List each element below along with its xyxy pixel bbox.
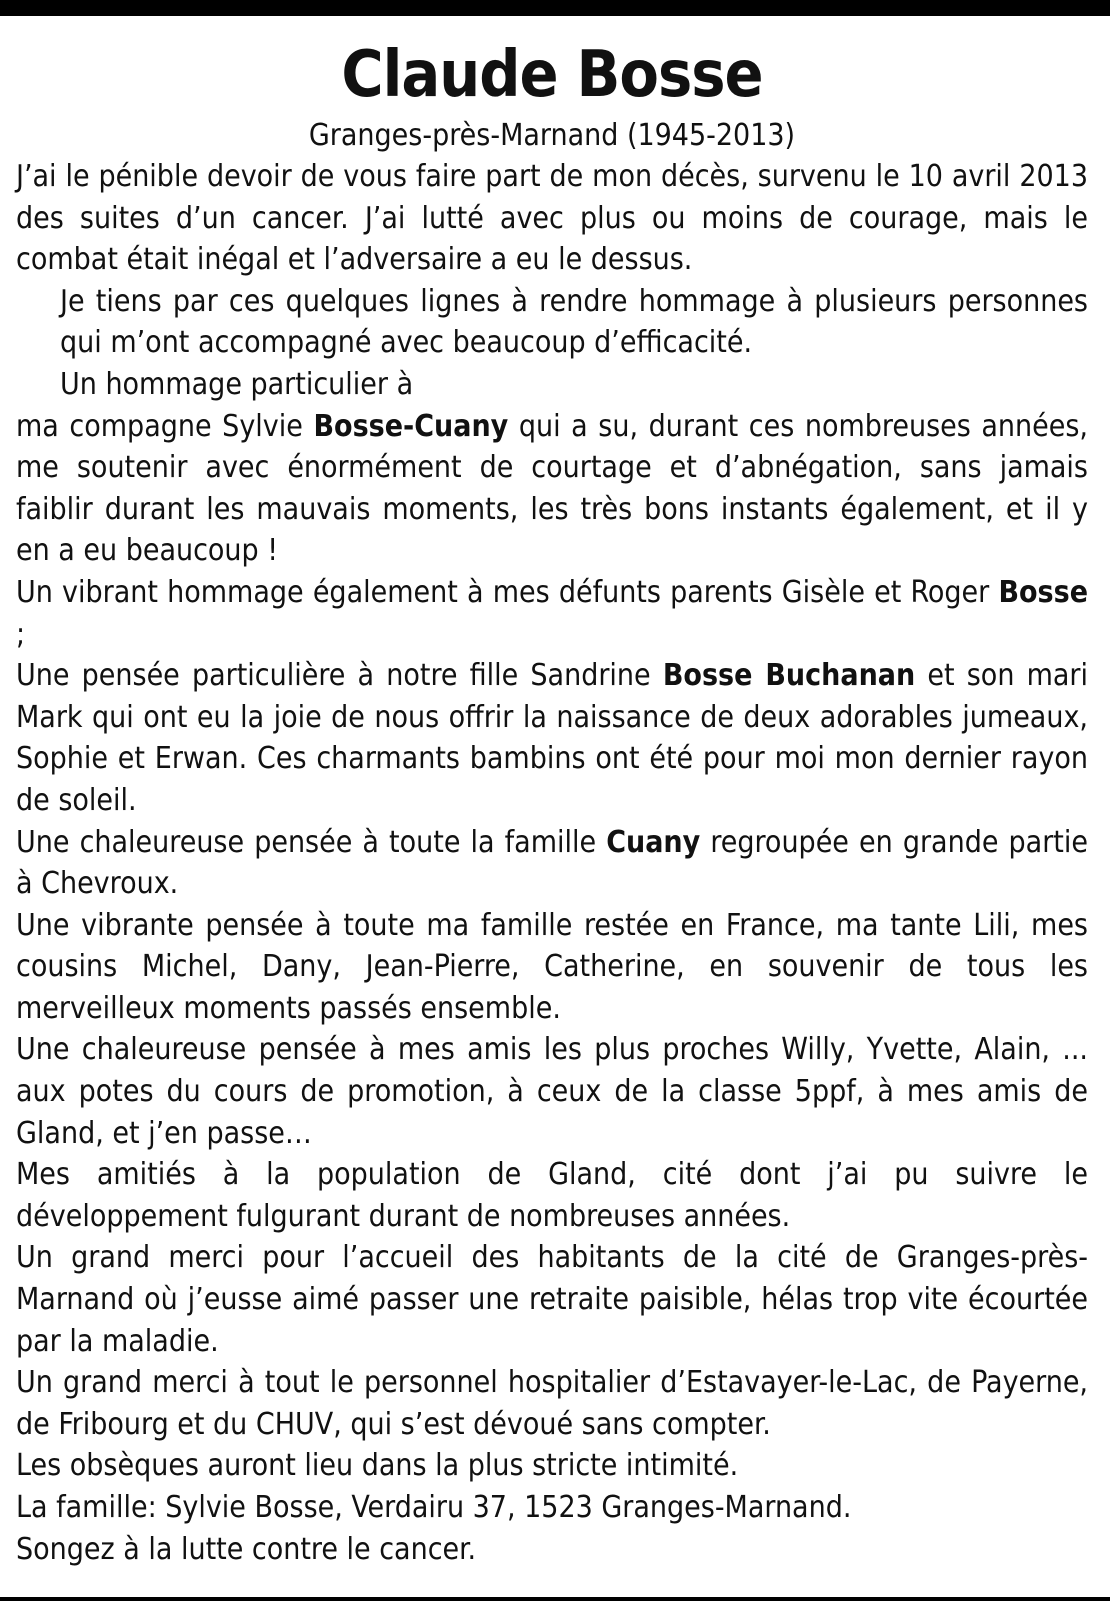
paragraph-tribute-intro: Je tiens par ces quelques lignes à rendre hommage à plusieurs personnes qui m’ont accompagné avec beaucoup d’efficacité. [60,283,1088,361]
surname-bold: Bosse [998,574,1088,610]
paragraph-family-address: La famille: Sylvie Bosse, Verdairu 37, 1523 Granges-Marnand. [16,1490,852,1525]
obituary-notice [16,34,1088,1570]
paragraph-funeral: Les obsèques auront lieu dans la plus stricte intimité. [16,1448,739,1484]
paragraph-friends: Une chaleureuse pensée à mes amis les plus proches Willy, Yvette, Alain, ... aux potes du cours de promotion, à ceux de la classe 5ppf, à mes amis de Gland, et j’en passe… [16,1032,1088,1151]
paragraph-daughter: Une pensée particulière à notre fille Sandrine Bosse Buchanan et son mari Mark qui ont eu la joie de nous offrir la naissance de deux adorables jumeaux, Sophie et Erwan. Ces charmants bambins ont été pour moi mon dernier rayon de soleil. [16,658,1089,818]
origin-dates: Granges-près-Marnand (1945-2013) [308,118,796,153]
paragraph-gland: Mes amitiés à la population de Gland, cité dont j’ai pu suivre le développement fulgurant durant de nombreuses années. [16,1157,1088,1234]
surname-bold: Bosse-Cuany [313,408,509,444]
paragraph-parents: Un vibrant hommage également à mes défunts parents Gisèle et Roger Bosse ; [16,574,1088,652]
paragraph-family-cuany: Une chaleureuse pensée à toute la famille Cuany regroupée en grande partie à Chevroux. [16,824,1088,902]
surname-bold: Bosse Buchanan [662,658,916,694]
paragraph-closing: Songez à la lutte contre le cancer. [16,1531,477,1567]
bottom-border [0,1597,1110,1601]
top-border [0,0,1110,16]
deceased-name: Claude Bosse [341,38,763,112]
paragraph-partner: ma compagne Sylvie Bosse-Cuany qui a su, durant ces nombreuses années, me soutenir avec énormément de courtage et d’abnégation, sans jamais faiblir durant les mauvais moments, les très bons instants également, et il y en a eu beaucoup ! [16,408,1088,569]
surname-bold: Cuany [606,824,701,860]
paragraph-tribute-lead: Un hommage particulier à [60,366,414,402]
paragraph-granges: Un grand merci pour l’accueil des habitants de la cité de Granges-près-Marnand où j’eusse aimé passer une retraite paisible, hélas trop vite écourtée par la maladie. [16,1240,1088,1359]
paragraph-hospital: Un grand merci à tout le personnel hospitalier d’Estavayer-le-Lac, de Payerne, de Fribourg et du CHUV, qui s’est dévoué sans compter. [16,1365,1088,1442]
paragraph-family-france: Une vibrante pensée à toute ma famille restée en France, ma tante Lili, mes cousins Michel, Dany, Jean-Pierre, Catherine, en souvenir de tous les merveilleux moments passés ensemble. [16,907,1088,1026]
paragraph-announcement: J’ai le pénible devoir de vous faire part de mon décès, survenu le 10 avril 2013 des suites d’un cancer. J’ai lutté avec plus ou moins de courage, mais le combat était inégal et l’adversaire a eu le dessus. [16,159,1088,278]
